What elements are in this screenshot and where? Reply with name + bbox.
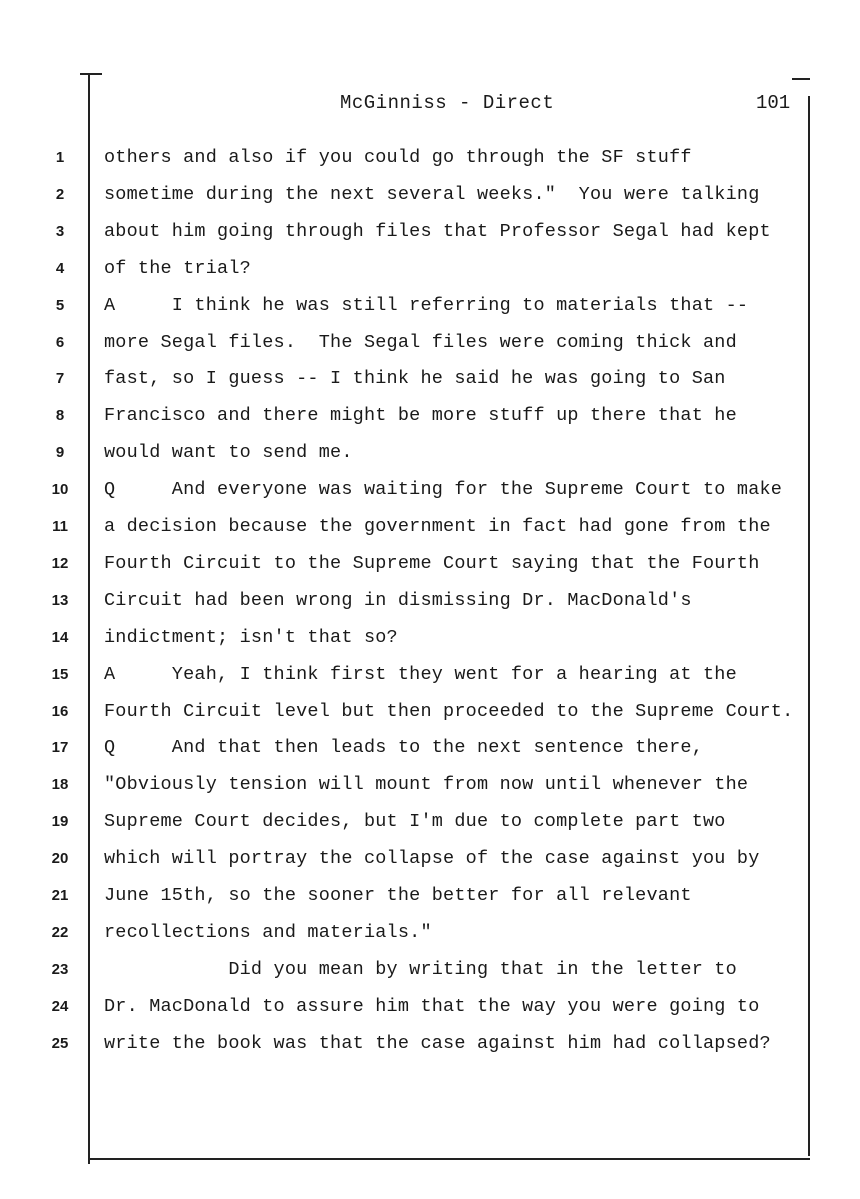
transcript-line [0,621,860,657]
transcript-line [0,362,860,398]
transcript-line [0,842,860,878]
line-number: 19 [51,813,69,831]
line-text: which will portray the collapse of the case against you by [104,848,760,870]
line-text: A Yeah, I think first they went for a hearing at the [104,663,737,685]
line-text: Q And everyone was waiting for the Supreme Court to make [104,479,783,501]
line-number: 14 [51,628,69,646]
line-number: 11 [52,518,68,535]
line-text: a decision because the government in fact had gone from the [104,516,771,537]
line-text: of the trial? [104,257,251,279]
border-top-right [792,78,810,80]
line-number: 4 [55,259,65,277]
transcript-line [0,547,860,583]
transcript-line [0,510,860,546]
line-text: indictment; isn't that so? [104,626,398,648]
line-number: 25 [51,1034,69,1052]
line-text: June 15th, so the sooner the better for all relevant [104,885,692,906]
transcript-line [0,695,860,731]
transcript-line [0,731,860,767]
line-text: Fourth Circuit to the Supreme Court saying that the Fourth [104,552,760,574]
line-number: 5 [55,296,65,314]
transcript-line [0,768,860,804]
border-top-left [80,73,102,75]
line-text: sometime during the next several weeks." You were talking [104,183,760,205]
transcript-line [0,953,860,989]
transcript-line [0,215,860,251]
border-bottom [88,1158,810,1160]
transcript-line [0,289,860,325]
transcript-line [0,1027,860,1063]
transcript-line [0,916,860,952]
line-text: Francisco and there might be more stuff up there that he [104,405,737,427]
transcript-line [0,805,860,841]
line-number: 2 [55,185,65,203]
line-number: 18 [51,776,69,794]
line-text: Supreme Court decides, but I'm due to complete part two [104,811,726,833]
line-text: would want to send me. [104,442,353,464]
transcript-line [0,252,860,288]
transcript-line [0,326,860,362]
line-number: 17 [51,739,69,757]
transcript-line [0,584,860,620]
line-number: 16 [51,702,69,720]
line-number: 10 [51,481,69,499]
line-text: Q And that then leads to the next sentence there, [104,737,703,759]
transcript-line [0,658,860,694]
line-number: 22 [51,923,69,941]
transcript-line [0,436,860,472]
line-number: 20 [51,850,69,868]
line-text: Dr. MacDonald to assure him that the way you were going to [104,995,760,1017]
line-number: 7 [55,370,65,388]
line-text: about him going through files that Professor Segal had kept [104,220,771,242]
line-number: 3 [55,222,65,240]
page-number: 101 [756,92,791,114]
line-number: 15 [51,665,69,683]
transcript-line [0,879,860,915]
page-header-title: McGinniss - Direct [340,92,555,114]
line-number: 13 [51,591,69,609]
line-text: recollections and materials." [104,921,432,943]
line-number: 6 [55,333,65,351]
line-text: write the book was that the case against him had collapsed? [104,1032,771,1054]
line-text: more Segal files. The Segal files were coming thick and [104,331,737,353]
line-number: 21 [51,887,69,904]
line-text: "Obviously tension will mount from now until whenever the [104,774,749,796]
line-number: 8 [55,407,65,425]
line-text: others and also if you could go through the SF stuff [104,147,692,168]
transcript-line [0,141,860,177]
line-number: 24 [51,997,69,1015]
line-text: A I think he was still referring to materials that -- [104,294,749,316]
line-text: Did you mean by writing that in the letter to [104,958,737,980]
line-number: 9 [55,444,65,462]
transcript-line [0,990,860,1026]
line-number: 12 [51,554,69,572]
line-number: 1 [55,149,65,166]
transcript-line [0,399,860,435]
line-number: 23 [51,960,69,978]
line-text: Circuit had been wrong in dismissing Dr. MacDonald's [104,589,692,611]
transcript-line [0,473,860,509]
transcript-line [0,178,860,214]
line-text: fast, so I guess -- I think he said he was going to San [104,368,726,390]
line-text: Fourth Circuit level but then proceeded to the Supreme Court. [104,700,794,722]
